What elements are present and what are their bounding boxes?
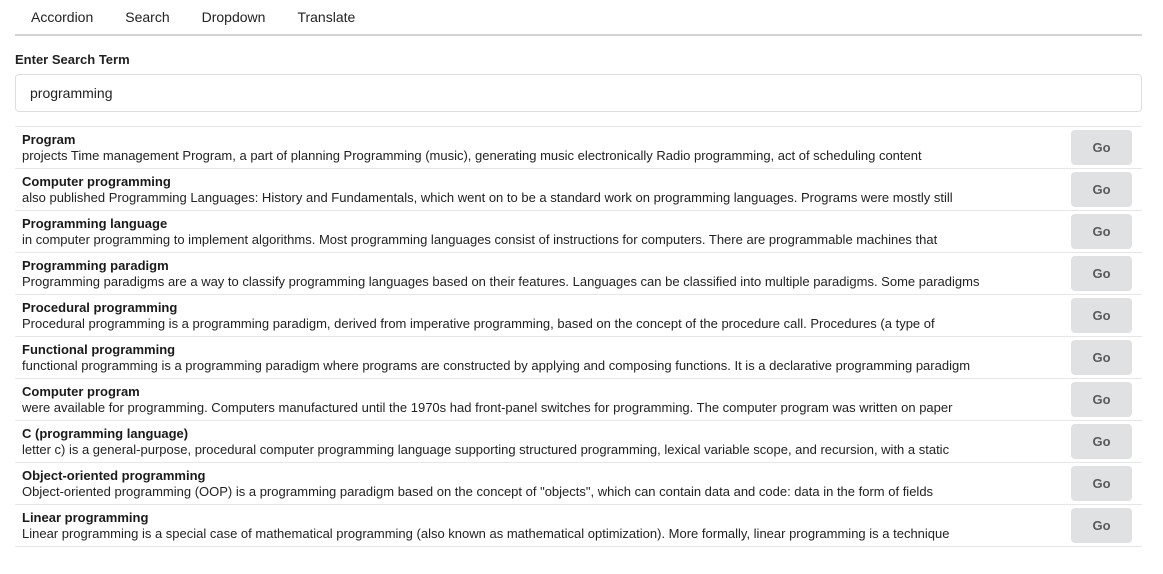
go-button[interactable]: Go	[1071, 298, 1132, 333]
result-title: Linear programming	[22, 510, 149, 525]
result-snippet: functional programming is a programming paradigm where programs are constructed by applying and composing functions. It is a declarative programming paradigm	[22, 358, 971, 373]
result-title: Programming language	[22, 216, 168, 231]
result-title: Computer program	[22, 384, 140, 399]
result-snippet: in computer programming to implement algorithms. Most programming languages consist of instructions for computers. There are programmable machines that	[22, 232, 938, 247]
tab-dropdown[interactable]: Dropdown	[201, 9, 266, 25]
go-button[interactable]: Go	[1071, 214, 1132, 249]
result-snippet: letter c) is a general-purpose, procedural computer programming language supporting structured programming, lexical variable scope, and recursion, with a static	[22, 442, 950, 457]
result-title: Object-oriented programming	[22, 468, 206, 483]
result-title: Functional programming	[22, 342, 176, 357]
list-item	[15, 211, 1142, 253]
tab-search[interactable]: Search	[125, 9, 170, 25]
result-title: C (programming language)	[22, 426, 189, 441]
result-snippet: projects Time management Program, a part of planning Programming (music), generating music electronically Radio programming, act of scheduling content	[22, 148, 922, 163]
go-button[interactable]: Go	[1071, 508, 1132, 543]
results-list	[15, 126, 1142, 547]
result-snippet: Procedural programming is a programming paradigm, derived from imperative programming, based on the concept of the procedure call. Procedures (a type of	[22, 316, 935, 331]
result-title: Programming paradigm	[22, 258, 169, 273]
search-label: Enter Search Term	[15, 52, 130, 67]
go-button[interactable]: Go	[1071, 172, 1132, 207]
search-input[interactable]	[15, 74, 1142, 112]
result-title: Program	[22, 132, 76, 147]
go-button[interactable]: Go	[1071, 466, 1132, 501]
result-snippet: Object-oriented programming (OOP) is a programming paradigm based on the concept of "objects", which can contain data and code: data in the form of fields	[22, 484, 934, 499]
list-item	[15, 337, 1142, 379]
go-button[interactable]: Go	[1071, 256, 1132, 291]
result-title: Procedural programming	[22, 300, 178, 315]
result-snippet: were available for programming. Computers manufactured until the 1970s had front-panel switches for programming. The computer program was written on paper	[22, 400, 953, 415]
list-item	[15, 253, 1142, 295]
result-snippet: also published Programming Languages: History and Fundamentals, which went on to be a standard work on programming languages. Programs were mostly still	[22, 190, 953, 205]
list-item	[15, 505, 1142, 547]
result-snippet: Programming paradigms are a way to classify programming languages based on their features. Languages can be classified into multiple paradigms. Some paradigms	[22, 274, 980, 289]
tab-accordion[interactable]: Accordion	[31, 9, 94, 25]
list-item	[15, 169, 1142, 211]
go-button[interactable]: Go	[1071, 130, 1132, 165]
list-item	[15, 379, 1142, 421]
list-item	[15, 421, 1142, 463]
result-snippet: Linear programming is a special case of mathematical programming (also known as mathematical optimization). More formally, linear programming is a technique	[22, 526, 950, 541]
tab-bar	[15, 0, 1142, 36]
list-item	[15, 463, 1142, 505]
result-title: Computer programming	[22, 174, 171, 189]
go-button[interactable]: Go	[1071, 382, 1132, 417]
go-button[interactable]: Go	[1071, 340, 1132, 375]
go-button[interactable]: Go	[1071, 424, 1132, 459]
list-item	[15, 295, 1142, 337]
tab-translate[interactable]: Translate	[297, 9, 356, 25]
list-item	[15, 127, 1142, 169]
